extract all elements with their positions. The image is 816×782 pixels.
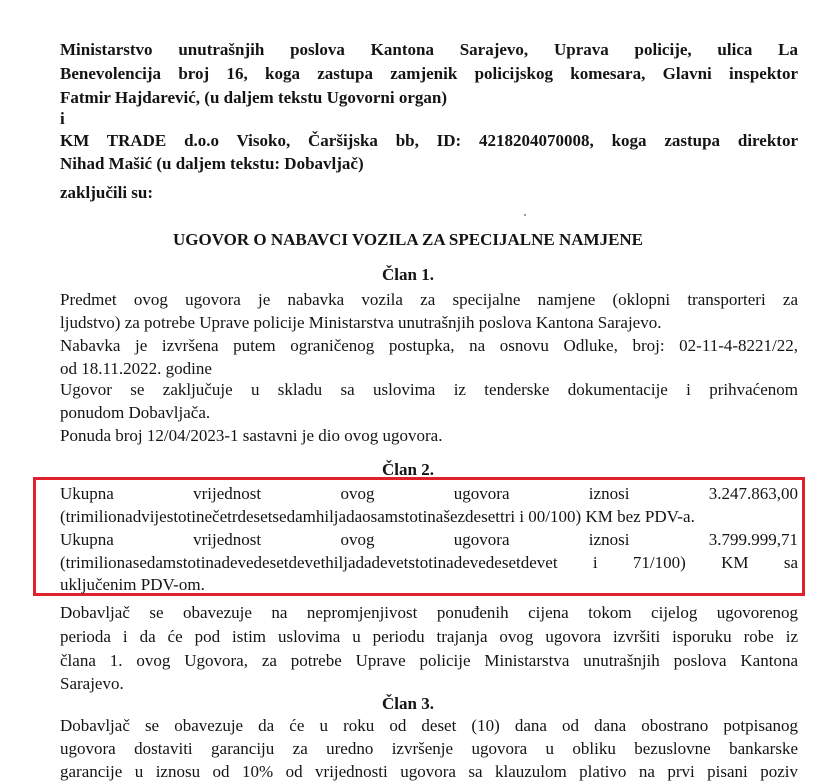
article3-line: garancije u iznosu od 10% od vrijednosti ugovora sa klauzulom plativo na prvi pisani poziv: [60, 762, 798, 781]
article2-line: (trimilionasedamstotinadevedesetdevethiljadadevetstotinadevedesetdevet i 71/100) KM sa: [60, 553, 798, 572]
article2-line: perioda i da će pod istim uslovima u periodu trajanja ovog ugovora izvršiti isporuku robe iz: [60, 627, 798, 646]
article1-line: ljudstvo) za potrebe Uprave policije Ministarstva unutrašnjih poslova Kantona Sarajevo.: [60, 313, 662, 332]
article1-line: ponudom Dobavljača.: [60, 403, 211, 422]
article2-line: (trimilionadvijestotinečetrdesetsedamhiljadaosamstotinašezdesettri i 00/100) KM bez PDV-a.: [60, 507, 695, 526]
concluded-text: zaključili su:: [60, 183, 154, 202]
article1-line: Ponuda broj 12/04/2023-1 sastavni je dio ovog ugovora.: [60, 426, 443, 445]
article2-line: Ukupna vrijednost ovog ugovora iznosi 3.799.999,71: [60, 530, 798, 549]
article1-line: od 18.11.2022. godine: [60, 359, 212, 378]
article1-heading: Član 1.: [382, 265, 434, 284]
article2-heading: Član 2.: [382, 460, 434, 479]
party1-line3: Fatmir Hajdarević, (u daljem tekstu Ugovorni organ): [60, 88, 448, 107]
article2-line: Ukupna vrijednost ovog ugovora iznosi 3.247.863,00: [60, 484, 798, 503]
article1-line: Nabavka je izvršena putem ograničenog postupka, na osnovu Odluke, broj: 02-11-4-8221/22,: [60, 336, 798, 355]
party1-line2: Benevolencija broj 16, koga zastupa zamjenik policijskog komesara, Glavni inspektor: [60, 64, 798, 83]
article2-line: uključenim PDV-om.: [60, 575, 205, 594]
article2-line: člana 1. ovog Ugovora, za potrebe Uprave policije Ministarstva unutrašnjih poslova Kantona: [60, 651, 798, 670]
article2-line: Sarajevo.: [60, 674, 124, 693]
article3-line: ugovora dostaviti garanciju za uredno izvršenje ugovora u obliku bezuslovne bankarske: [60, 739, 798, 758]
party2-line1: KM TRADE d.o.o Visoko, Čaršijska bb, ID: 4218204070008, koga zastupa direktor: [60, 131, 798, 150]
article1-line: Predmet ovog ugovora je nabavka vozila za specijalne namjene (oklopni transporteri za: [60, 290, 798, 309]
party1-line1: Ministarstvo unutrašnjih poslova Kantona Sarajevo, Uprava policije, ulica La: [60, 40, 798, 59]
article1-line: Ugovor se zaključuje u skladu sa uslovima iz tenderske dokumentacije i prihvaćenom: [60, 380, 798, 399]
article3-line: Dobavljač se obavezuje da će u roku od deset (10) dana od dana obostrano potpisanog: [60, 716, 798, 735]
article3-heading: Član 3.: [382, 694, 434, 713]
scan-speck: [524, 214, 526, 216]
contract-title: UGOVOR O NABAVCI VOZILA ZA SPECIJALNE NAMJENE: [172, 230, 644, 249]
conjunction: i: [60, 109, 65, 128]
party2-line2: Nihad Mašić (u daljem tekstu: Dobavljač): [60, 154, 364, 173]
article2-line: Dobavljač se obavezuje na nepromjenjivost ponuđenih cijena tokom cijelog ugovorenog: [60, 603, 798, 622]
